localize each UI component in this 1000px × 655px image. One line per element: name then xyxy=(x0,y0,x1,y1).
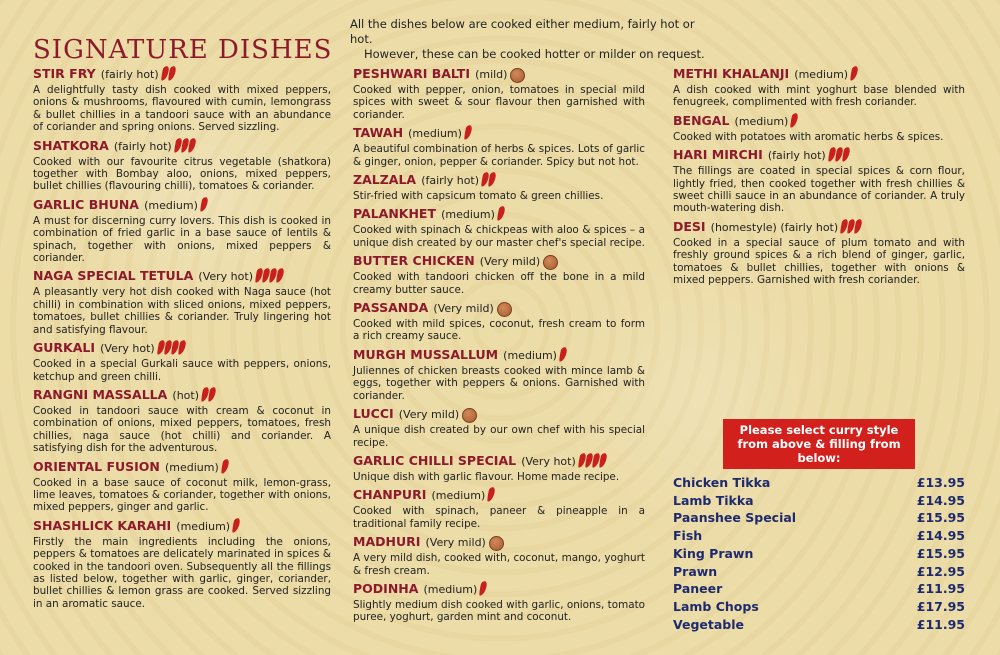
filling-row xyxy=(673,509,965,527)
dish-heat-level: (medium) xyxy=(423,582,478,596)
heat-icons xyxy=(175,138,196,156)
chilli-icon xyxy=(232,517,241,533)
heat-icons xyxy=(162,66,176,84)
dish-heat-level: (Very hot) xyxy=(198,270,253,284)
filling-row xyxy=(673,580,965,598)
filling-price: £13.95 xyxy=(916,475,965,490)
dish-heat-level: (fairly hot) xyxy=(113,139,172,153)
dish-item xyxy=(353,451,645,483)
filling-price: £14.95 xyxy=(916,528,965,544)
dish-description: Cooked with tandoori chicken off the bone in a mild creamy butter sauce. xyxy=(353,271,645,296)
dish-name: CHANPURI xyxy=(353,487,427,503)
dish-description: A delightfully tasty dish cooked with mixed peppers, onions & mushrooms, flavoured with cumin, lemongrass & bullet chillies in a tandoori sauce with an abundance of coriander and spring onions. Served sizzling. xyxy=(33,84,331,134)
heat-icons xyxy=(201,197,208,215)
dish-heat-level: (medium) xyxy=(164,460,219,474)
fillings-price-list xyxy=(673,474,965,633)
dish-description: A beautiful combination of herbs & spices. Lots of garlic & ginger, onion, pepper & coriander. Spicy but not hot. xyxy=(353,143,645,168)
dish-description: A must for discerning curry lovers. This dish is cooked in combination of fried garlic in a base sauce of lentils & spinach, together with onions, mixed peppers & coriander. xyxy=(33,214,331,265)
dish-item xyxy=(33,385,331,455)
dish-description: Cooked with pepper, onion, tomatoes in special mild spices with sweet & sour flavour then garnished with coriander. xyxy=(353,84,645,121)
dish-heat-level: (medium) xyxy=(176,519,231,533)
dish-description: The fillings are coated in special spices & corn flour, lightly fried, then cooked together with fresh chillies & sweet chilli sauce in an abundance of coriander. A truly mouth-watering dish. xyxy=(673,165,965,215)
dish-description: Cooked with spinach & chickpeas with aloo & spices – a unique dish created by our master chef's special recipe. xyxy=(353,224,645,249)
dish-name: DESI xyxy=(673,218,706,234)
dish-column-1 xyxy=(33,64,331,612)
filling-row xyxy=(673,492,965,510)
heat-icons xyxy=(233,518,240,536)
heat-icons xyxy=(482,172,496,190)
dish-description: Cooked with potatoes with aromatic herbs & spices. xyxy=(673,130,944,143)
chilli-icon xyxy=(496,206,505,222)
filling-row xyxy=(673,616,965,634)
dish-description: Cooked in a base sauce of coconut milk, lemon-grass, lime leaves, tomatoes & coriander, together with onions, mixed peppers, ginger and garlic. xyxy=(33,476,331,514)
dish-heat-level: (mild) xyxy=(475,68,508,81)
dish-heat-level: (fairly hot) xyxy=(767,149,826,163)
mild-bowl-icon xyxy=(462,408,477,423)
chilli-icon xyxy=(220,458,229,474)
dish-header xyxy=(673,64,965,84)
chilli-icon xyxy=(479,580,488,596)
dish-header xyxy=(673,145,965,165)
dish-item xyxy=(33,338,331,383)
dish-item xyxy=(33,516,331,610)
filling-price: £15.95 xyxy=(916,545,965,561)
dish-item xyxy=(673,111,965,143)
heat-icons xyxy=(560,347,567,365)
dish-description: Cooked with our favourite citrus vegetable (shatkora) together with Bombay aloo, onions, mixed peppers, bullet chillies (flavouring chilli), tomatoes & coriander. xyxy=(33,155,331,193)
filling-name: Lamb Chops xyxy=(673,598,759,614)
filling-name: Chicken Tikka xyxy=(673,475,771,490)
dish-name: BENGAL xyxy=(673,112,730,128)
dish-heat-level: (hot) xyxy=(172,388,200,402)
page-title: SIGNATURE DISHES xyxy=(33,35,333,66)
chilli-icon xyxy=(276,268,285,284)
dish-description: A unique dish created by our own chef with his special recipe. xyxy=(353,424,645,449)
intro-line: However, these can be cooked hotter or milder on request. xyxy=(364,47,705,61)
filling-row xyxy=(673,474,965,492)
dish-heat-level: (homestyle) (fairly hot) xyxy=(710,220,839,234)
intro-note xyxy=(350,17,710,62)
dish-description: Juliennes of chicken breasts cooked with mince lamb & eggs, together with peppers & onions. Garnished with coriander. xyxy=(353,364,645,402)
dish-description: Slightly medium dish cooked with garlic, onions, tomato puree, yoghurt, garden mint and coconut. xyxy=(353,598,645,624)
dish-heat-level: (medium) xyxy=(441,208,495,222)
dish-heat-level: (fairly hot) xyxy=(421,174,480,188)
dish-name: GARLIC BHUNA xyxy=(33,196,139,212)
filling-row xyxy=(673,563,965,581)
dish-heat-level: (Very mild) xyxy=(425,536,486,550)
filling-name: Paanshee Special xyxy=(673,510,797,526)
dish-item xyxy=(673,217,965,287)
dish-name: PODINHA xyxy=(353,580,419,596)
filling-row xyxy=(673,527,965,545)
heat-icons xyxy=(222,459,229,477)
dish-name: ORIENTAL FUSION xyxy=(33,458,160,474)
dish-name: RANGNI MASSALLA xyxy=(33,386,168,402)
chilli-icon xyxy=(199,196,208,212)
dish-name: SHASHLICK KARAHI xyxy=(33,517,172,533)
dish-heat-level: (Very hot) xyxy=(100,342,155,356)
dish-header xyxy=(33,64,331,84)
dish-header xyxy=(33,457,331,477)
dish-heat-level: (fairly hot) xyxy=(100,68,159,81)
mild-bowl-icon xyxy=(497,302,512,317)
dish-header xyxy=(673,217,965,237)
chilli-icon xyxy=(854,218,863,234)
filling-name: Vegetable xyxy=(673,616,745,632)
dish-description: Cooked in a special sauce of plum tomato and with freshly ground spices & a rich blend of ginger, garlic, tomatoes & bullet chillies, together with onions & mixed peppers. Garnished with fresh coriander. xyxy=(673,236,965,287)
dish-header xyxy=(353,404,645,424)
filling-price: £14.95 xyxy=(916,492,965,508)
dish-description: Cooked with mild spices, coconut, fresh cream to form a rich creamy sauce. xyxy=(353,318,645,343)
dish-header xyxy=(353,532,645,552)
dish-item xyxy=(33,136,331,193)
dish-item xyxy=(353,345,645,402)
dish-item xyxy=(673,64,965,109)
dish-item xyxy=(33,457,331,514)
dish-heat-level: (medium) xyxy=(144,198,198,212)
dish-item xyxy=(673,145,965,215)
dish-name: PESHWARI BALTI xyxy=(353,66,470,81)
heat-icons xyxy=(829,147,850,165)
heat-icons xyxy=(791,113,798,131)
dish-header xyxy=(33,338,331,358)
heat-icons xyxy=(256,268,284,286)
select-style-note: Please select curry style from above & filling from below: xyxy=(723,419,915,469)
dish-header xyxy=(673,111,965,131)
dish-item xyxy=(353,404,645,449)
filling-price: £12.95 xyxy=(916,563,965,579)
heat-icons xyxy=(158,340,186,358)
filling-name: Paneer xyxy=(673,581,723,597)
dish-heat-level: (Very mild) xyxy=(479,255,541,269)
heat-icons xyxy=(202,387,216,405)
dish-name: MADHURI xyxy=(353,534,421,550)
dish-header xyxy=(353,485,645,505)
dish-name: TAWAH xyxy=(353,125,404,141)
dish-name: NAGA SPECIAL TETULA xyxy=(33,268,194,284)
dish-header xyxy=(33,195,331,215)
dish-name: PALANKHET xyxy=(353,206,437,222)
dish-description: Cooked with spinach, paneer & pineapple in a traditional family recipe. xyxy=(353,505,645,530)
dish-item xyxy=(33,266,331,336)
dish-item xyxy=(353,485,645,530)
dish-item xyxy=(353,204,645,249)
filling-price: £17.95 xyxy=(916,598,965,614)
dish-header xyxy=(33,136,331,156)
chilli-icon xyxy=(463,125,472,141)
filling-row xyxy=(673,545,965,563)
dish-header xyxy=(353,170,645,190)
dish-name: MURGH MUSSALLUM xyxy=(353,346,499,362)
heat-icons xyxy=(579,453,607,471)
dish-description: Unique dish with garlic flavour. Home made recipe. xyxy=(353,470,620,483)
dish-header xyxy=(353,451,645,471)
filling-name: King Prawn xyxy=(673,545,754,561)
dish-name: GARLIC CHILLI SPECIAL xyxy=(353,452,517,468)
dish-heat-level: (Very mild) xyxy=(433,302,494,316)
dish-header xyxy=(353,64,645,84)
dish-header xyxy=(353,123,645,143)
dish-header xyxy=(353,298,645,318)
dish-name: LUCCI xyxy=(353,406,394,422)
filling-row xyxy=(673,598,965,616)
dish-header xyxy=(33,385,331,405)
heat-icons xyxy=(489,535,504,552)
filling-name: Lamb Tikka xyxy=(673,492,754,508)
dish-header xyxy=(353,579,645,599)
dish-item xyxy=(353,64,645,121)
dish-header xyxy=(33,266,331,286)
dish-description: Cooked in tandoori sauce with cream & coconut in combination of onions, mixed peppers, tomatoes, fresh chillies, naga sauce (hot chilli) and coriander. A satisfying dish for the adventurous. xyxy=(33,404,331,455)
dish-header xyxy=(33,516,331,536)
dish-heat-level: (Very mild) xyxy=(398,408,460,422)
dish-name: ZALZALA xyxy=(353,172,417,188)
dish-name: GURKALI xyxy=(33,340,96,356)
dish-column-3 xyxy=(673,64,965,288)
dish-description: Firstly the main ingredients including the onions, peppers & tomatoes are delicately marinated in spices & cooked in the tandoori oven. Subsequently all the fillings as listed below, together with garlic, ginger, coriander, bullet chillies & lemon grass are cooked. Served sizzling in an aromatic sauce. xyxy=(33,535,331,610)
dish-item xyxy=(353,298,645,343)
heat-icons xyxy=(543,254,558,271)
dish-description: Stir-fried with capsicum tomato & green chillies. xyxy=(353,190,604,203)
chilli-icon xyxy=(790,112,799,128)
filling-name: Fish xyxy=(673,528,703,544)
heat-icons xyxy=(841,219,862,237)
dish-header xyxy=(353,251,645,271)
dish-description: Cooked in a special Gurkali sauce with peppers, onions, ketchup and green chilli. xyxy=(33,358,331,383)
heat-icons xyxy=(465,125,472,143)
heat-icons xyxy=(851,66,858,84)
dish-description: A very mild dish, cooked with, coconut, mango, yoghurt & fresh cream. xyxy=(353,552,645,577)
mild-bowl-icon xyxy=(510,68,525,83)
dish-item xyxy=(353,579,645,624)
dish-name: HARI MIRCHI xyxy=(673,147,763,163)
dish-heat-level: (Very hot) xyxy=(521,454,576,468)
heat-icons xyxy=(480,581,487,599)
heat-icons xyxy=(462,407,477,424)
heat-icons xyxy=(488,487,495,505)
dish-header xyxy=(353,204,645,224)
dish-name: METHI KHALANJI xyxy=(673,66,790,81)
dish-item xyxy=(33,195,331,265)
dish-item xyxy=(353,123,645,168)
dish-heat-level: (medium) xyxy=(794,68,849,81)
dish-column-2 xyxy=(353,64,645,626)
dish-item xyxy=(353,251,645,296)
dish-name: SHATKORA xyxy=(33,137,109,153)
heat-icons xyxy=(498,206,505,224)
chilli-icon xyxy=(487,487,496,503)
dish-name: BUTTER CHICKEN xyxy=(353,253,475,269)
dish-header xyxy=(353,345,645,365)
heat-icons xyxy=(497,301,512,318)
filling-name: Prawn xyxy=(673,563,718,579)
dish-heat-level: (medium) xyxy=(734,114,789,128)
dish-heat-level: (medium) xyxy=(431,489,486,503)
dish-item xyxy=(353,170,645,202)
mild-bowl-icon xyxy=(489,536,504,551)
intro-line: All the dishes below are cooked either medium, fairly hot or hot. xyxy=(350,17,695,46)
dish-item xyxy=(33,64,331,134)
chilli-icon xyxy=(850,66,859,82)
filling-price: £11.95 xyxy=(916,581,965,597)
dish-description: A pleasantly very hot dish cooked with Naga sauce (hot chilli) in combination with sliced onions, mixed peppers, tomatoes, bullet chillies & coriander. Truly lingering hot and satisfying flavour. xyxy=(33,286,331,336)
dish-name: PASSANDA xyxy=(353,300,429,316)
dish-description: A dish cooked with mint yoghurt base blended with fenugreek, complimented with fresh coriander. xyxy=(673,84,965,109)
mild-bowl-icon xyxy=(543,255,558,270)
filling-price: £11.95 xyxy=(916,616,965,632)
dish-heat-level: (medium) xyxy=(503,348,557,362)
chilli-icon xyxy=(558,346,567,362)
dish-name: STIR FRY xyxy=(33,66,96,81)
filling-price: £15.95 xyxy=(916,510,965,526)
dish-heat-level: (medium) xyxy=(408,127,462,141)
heat-icons xyxy=(510,67,525,84)
dish-item xyxy=(353,532,645,577)
